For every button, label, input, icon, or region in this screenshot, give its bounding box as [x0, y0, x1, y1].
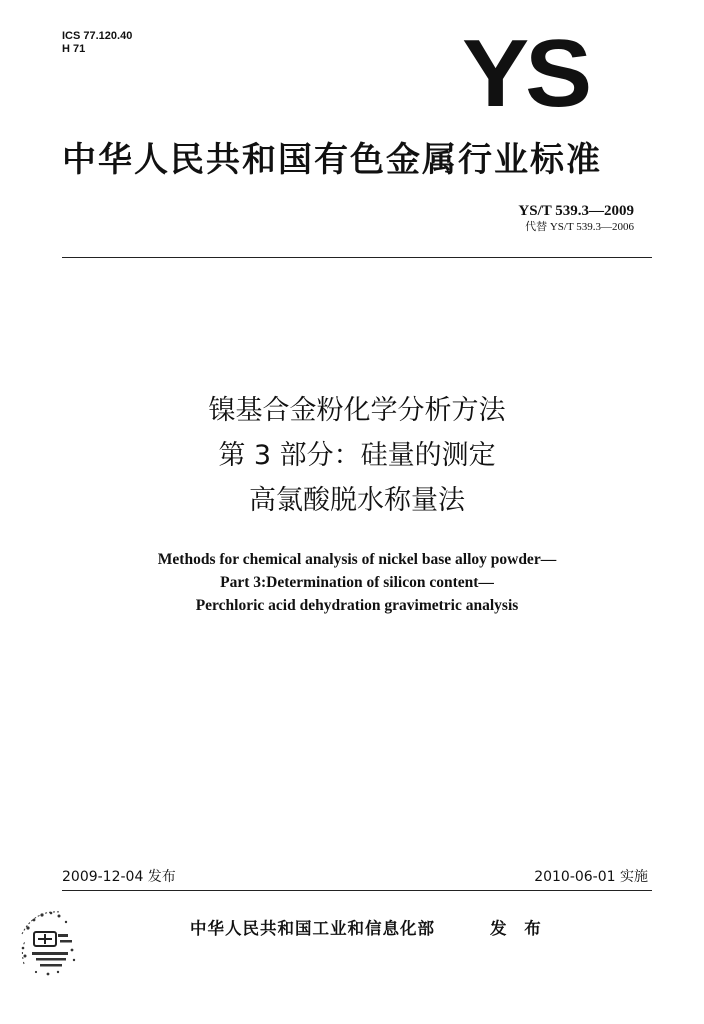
class-code: H 71	[62, 43, 86, 55]
english-title-line-2: Part 3:Determination of silicon content—	[220, 574, 494, 591]
standard-category-title: 中华人民共和国有色金属行业标准	[62, 140, 602, 180]
issue-date: 2009-12-04 发布	[62, 869, 176, 885]
bottom-divider	[62, 890, 652, 891]
ics-code: ICS 77.120.40	[62, 30, 133, 42]
chinese-title-line-3: 高氯酸脱水称量法	[249, 485, 465, 516]
publish-label: 发 布	[490, 919, 547, 938]
ys-logo: YS	[462, 20, 589, 127]
top-divider	[62, 257, 652, 258]
english-title-line-3: Perchloric acid dehydration gravimetric analysis	[195, 597, 519, 614]
classification-codes	[62, 30, 132, 56]
issuing-authority: 中华人民共和国工业和信息化部	[190, 919, 435, 938]
chinese-title-line-1: 镍基合金粉化学分析方法	[208, 395, 506, 426]
english-title	[62, 548, 652, 617]
effective-date: 2010-06-01 实施	[534, 869, 648, 885]
official-stamp-icon	[14, 904, 84, 982]
english-title-line-1: Methods for chemical analysis of nickel base alloy powder—	[157, 551, 557, 568]
chinese-title	[62, 388, 652, 523]
replaces-standard: 代替 YS/T 539.3—2006	[525, 221, 634, 233]
chinese-title-line-2: 第 3 部分：硅量的测定	[218, 440, 496, 471]
standard-number-block	[518, 202, 634, 235]
standard-number: YS/T 539.3—2009	[518, 203, 634, 219]
